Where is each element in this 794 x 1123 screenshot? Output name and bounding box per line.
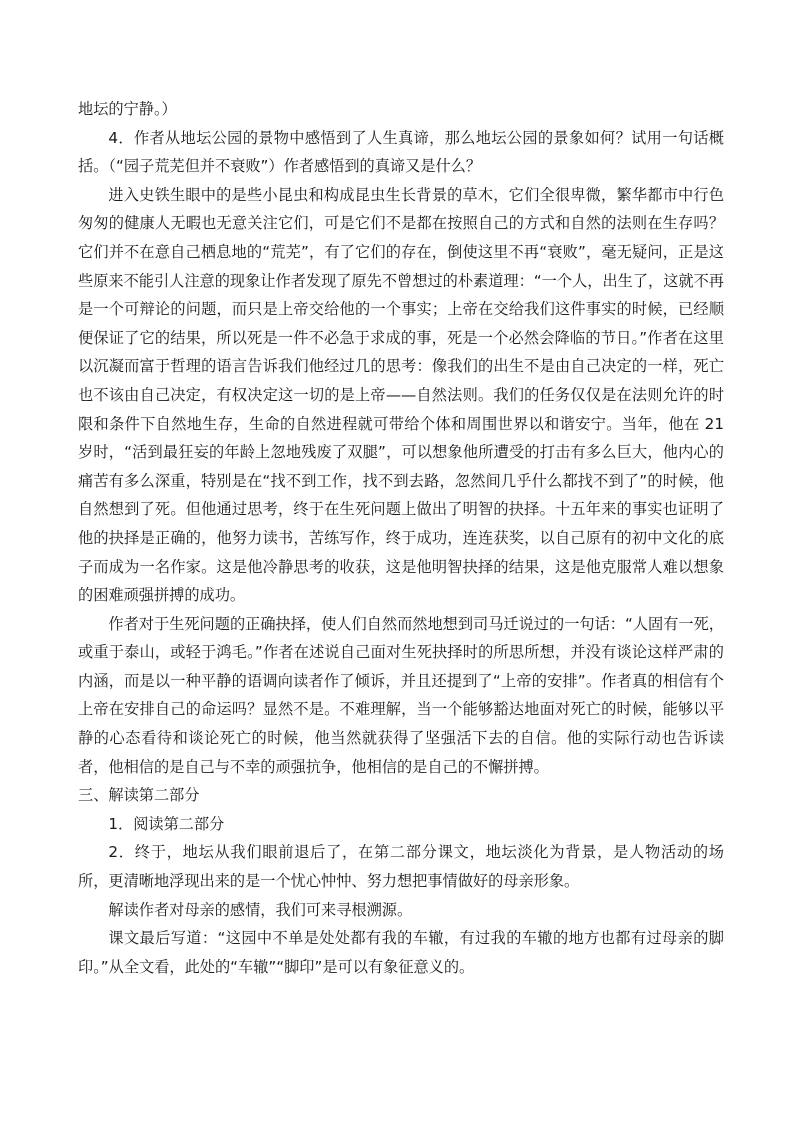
paragraph: 解读作者对母亲的感情，我们可来寻根溯源。	[108, 900, 413, 919]
document-page	[78, 95, 724, 981]
paragraph: 进入史铁生眼中的是些小昆虫和构成昆虫生长背景的草木，它们全很卑微，繁华都市中行色匆匆的健康人无暇也无意关注它们，可是它们不是都在按照自己的方式和自然的法则在生存吗？它们并不在意自己栖息地的“荒芜”，有了它们的存在，倒使这里不再“衰败”，毫无疑问，正是这些原来不能引人注意的现象让作者发现了原先不曾想过的朴素道理：“一个人，出生了，这就不再是一个可辩论的问题，而只是上帝交给他的一个事实；上帝在交给我们这件事实的时候，已经顺便保证了它的结果，所以死是一件不必急于求成的事，死是一个必然会降临的节日。”作者在这里以沉凝而富于哲理的语言告诉我们他经过几的思考：像我们的出生不是由自己决定的一样，死亡也不该由自己决定，有权决定这一切的是上帝——自然法则。我们的任务仅仅是在法则允许的时限和条件下自然地生存，生命的自然进程就可带给个体和周围世界以和谐安宁。当年，他在 21 岁时，“活到最狂妄的年龄上忽地残废了双腿”，可以想象他所遭受的打击有多么巨大，他内心的痛苦有多么深重，特别是在“找不到工作，找不到去路，忽然间几乎什么都找不到了”的时候，他自然想到了死。但他通过思考，终于在生死问题上做出了明智的抉择。十五年来的事实也证明了他的抉择是正确的，他努力读书，苦练写作，终于成功，连连获奖，以自己原有的初中文化的底子而成为一名作家。这是他冷静思考的收获，这是他明智抉择的结果，这是他克服常人难以想象的困难顽强拼搏的成功。	[78, 185, 724, 605]
paragraph: 作者对于生死问题的正确抉择，使人们自然而然地想到司马迁说过的一句话：“人固有一死，或重于泰山，或轻于鸿毛。”作者在述说自己面对生死抉择时的所思所想，并没有谈论这样严肃的内涵，而是以一种平静的语调向读者作了倾诉，并且还提到了“上帝的安排”。作者真的相信有个上帝在安排自己的命运吗？显然不是。不难理解，当一个能够豁达地面对死亡的时候，能够以平静的心态看待和谈论死亡的时候，他当然就获得了坚强活下去的自信。他的实际行动也告诉读者，他相信的是自己与不幸的顽强抗争，他相信的是自己的不懈拼搏。	[78, 614, 724, 776]
section-heading: 三、解读第二部分	[78, 786, 200, 805]
paragraph: 1．阅读第二部分	[108, 814, 225, 833]
paragraph: 4．作者从地坛公园的景物中感悟到了人生真谛，那么地坛公园的景象如何？试用一句话概括。（“园子荒芜但并不衰败”）作者感悟到的真谛又是什么？	[78, 128, 724, 176]
paragraph: 课文最后写道：“这园中不单是处处都有我的车辙，有过我的车辙的地方也都有过母亲的脚印。”从全文看，此处的“车辙”“脚印”是可以有象征意义的。	[78, 929, 724, 976]
paragraph: 地坛的宁静。）	[78, 100, 177, 118]
paragraph: 2．终于，地坛从我们眼前退后了，在第二部分课文，地坛淡化为背景，是人物活动的场所，更清晰地浮现出来的是一个忧心忡忡、努力想把事情做好的母亲形象。	[78, 843, 724, 891]
